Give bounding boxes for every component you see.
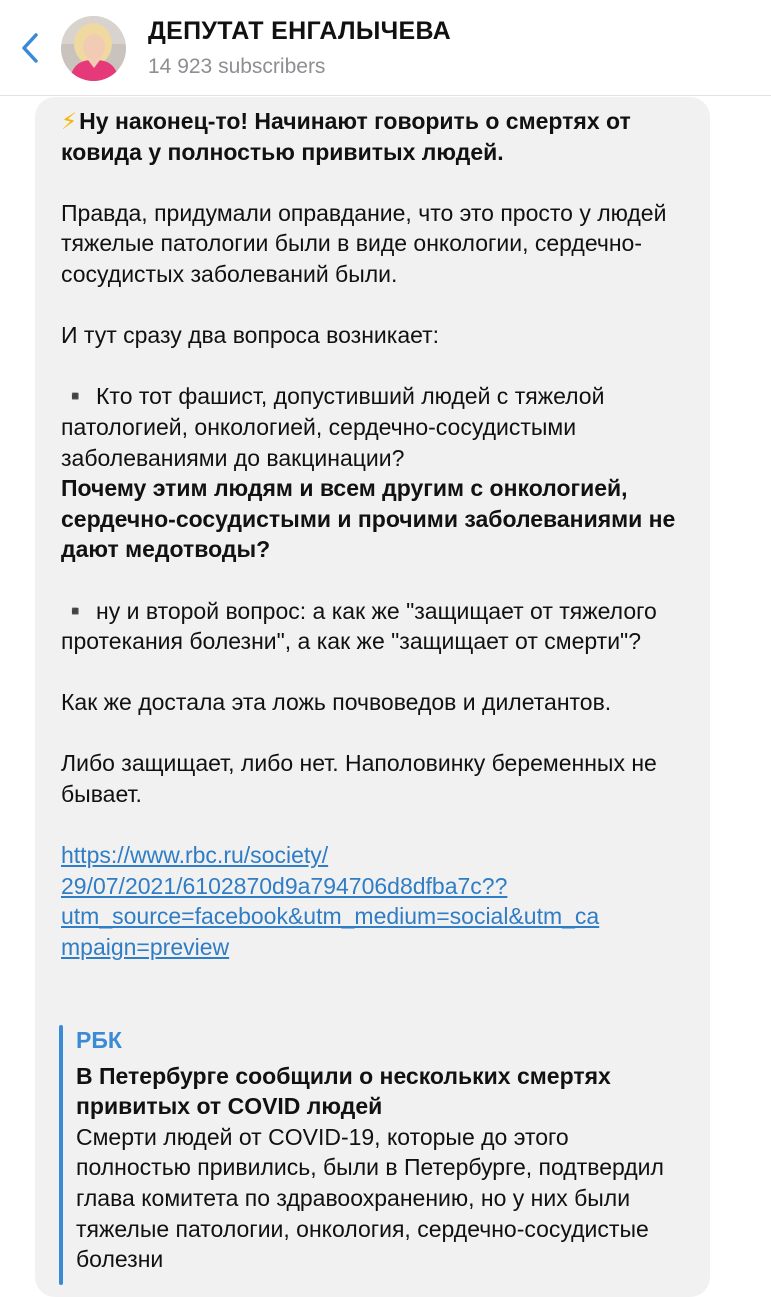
subscriber-count: 14 923 subscribers — [148, 55, 326, 78]
link-line-3[interactable]: utm_source=facebook&utm_medium=social&utm_ca — [61, 903, 600, 930]
message-text — [61, 106, 691, 963]
avatar-photo — [61, 16, 126, 81]
preview-accent-bar — [59, 1025, 63, 1285]
headline-text: Ну наконец-то! Начинают говорить о смертях от ковида у полностью привитых людей. — [61, 108, 631, 165]
channel-header — [0, 0, 771, 96]
chevron-left-icon — [14, 26, 50, 70]
question-1: ▪️ Кто тот фашист, допустивший людей с тяжелой патологией, онкологией, сердечно-сосудистыми заболеваниями до вакцинации? — [61, 383, 605, 471]
article-link[interactable] — [61, 840, 691, 962]
post-headline — [61, 106, 691, 167]
preview-content — [76, 1025, 686, 1275]
link-line-1[interactable]: https://www.rbc.ru/society/ — [61, 842, 329, 869]
paragraph-1: Правда, придумали оправдание, что это просто у людей тяжелые патологии были в виде онкологии, сердечно-сосудистых заболеваний были. — [61, 199, 667, 287]
channel-avatar[interactable] — [61, 16, 126, 81]
question-1-bold: Почему этим людям и всем другим с онкологией, сердечно-сосудистыми и прочими заболеваниями не дают медотводы? — [61, 475, 676, 563]
preview-description: Смерти людей от COVID-19, которые до этого полностью привились, были в Петербурге, подтвердил глава комитета по здравоохранению, но у них были тяжелые патологии, онкология, сердечно-сосудистые болезни — [76, 1123, 664, 1273]
lightning-icon: ⚡ — [61, 108, 78, 134]
paragraph-3: Как же достала эта ложь почвоведов и дилетантов. — [61, 689, 612, 716]
link-line-2[interactable]: 29/07/2021/6102870d9a794706d8dfba7c?? — [61, 872, 508, 899]
paragraph-2: И тут сразу два вопроса возникает: — [61, 322, 440, 349]
channel-title[interactable]: ДЕПУТАТ ЕНГАЛЫЧЕВА — [148, 17, 451, 45]
link-preview[interactable] — [59, 1025, 689, 1285]
link-line-4[interactable]: mpaign=preview — [61, 934, 230, 961]
question-2: ▪️ ну и второй вопрос: а как же "защищает от тяжелого протекания болезни", а как же "защищает от смерти"? — [61, 597, 657, 655]
preview-site-name: РБК — [76, 1027, 122, 1053]
paragraph-4: Либо защищает, либо нет. Наполовинку беременных не бывает. — [61, 750, 657, 808]
preview-title: В Петербурге сообщили о нескольких смертях привитых от COVID людей — [76, 1062, 611, 1120]
back-button[interactable] — [14, 26, 50, 70]
